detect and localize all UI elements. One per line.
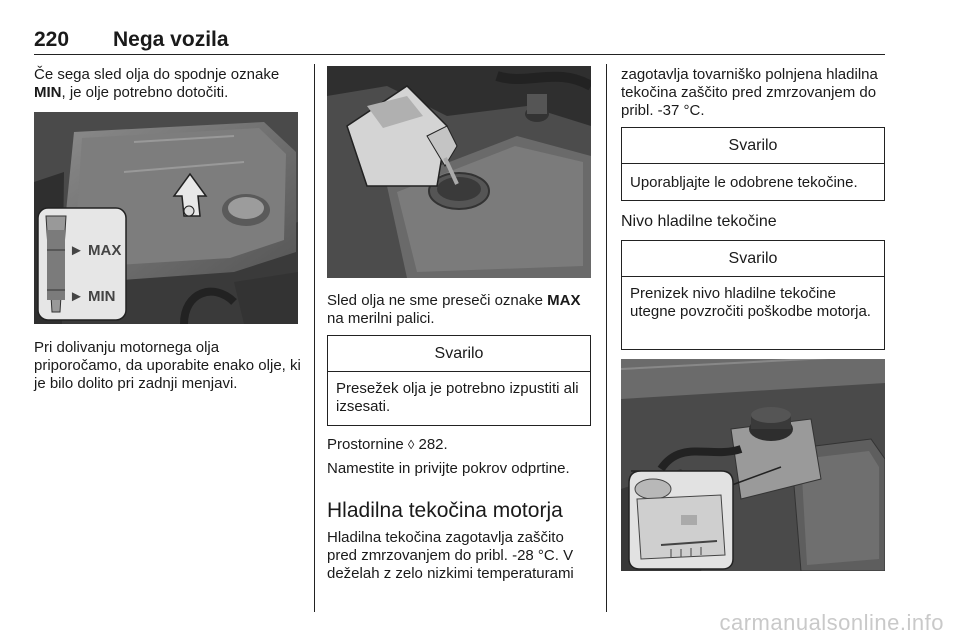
- column-divider: [314, 64, 315, 612]
- dipstick-max-label: ► MAX: [69, 242, 122, 259]
- warning-box-coolant-level: [621, 240, 885, 350]
- subheading-coolant-level: Nivo hladilne tekočine: [621, 213, 777, 230]
- warning-title: Svarilo: [328, 336, 590, 372]
- max-note-paragraph: Sled olja ne sme preseči oznake MAX na merilni palici.: [327, 292, 581, 327]
- warning-title: Svarilo: [622, 128, 884, 164]
- page-title: Nega vozila: [113, 28, 229, 51]
- oil-filling-figure: [327, 66, 591, 278]
- header-rule: [34, 54, 885, 55]
- page-number: 220: [34, 28, 70, 51]
- oil-advice-paragraph: Pri dolivanju motornega olja priporočamo, da uporabite enako olje, ki je bilo dolito pri zadnji menjavi.: [34, 339, 301, 392]
- warning-title: Svarilo: [622, 241, 884, 277]
- engine-dipstick-figure: [34, 112, 298, 324]
- coolant-paragraph: Hladilna tekočina zagotavlja zaščito pred zmrzovanjem do pribl. -28 °C. V deželah z zelo nizkimi temperaturami: [327, 529, 574, 582]
- coolant-reservoir-figure: [621, 359, 885, 571]
- watermark: carmanualsonline.info: [719, 610, 944, 635]
- warning-text: Presežek olja je potrebno izpustiti ali izsesati.: [336, 380, 579, 415]
- warning-box-oil: [327, 335, 591, 426]
- warning-text: Prenizek nivo hladilne tekočine utegne povzročiti poškodbe motorja.: [630, 285, 871, 320]
- dipstick-min-label: ► MIN: [69, 288, 116, 305]
- intro-paragraph: Če sega sled olja do spodnje oznake MIN, je olje potrebno dotočiti.: [34, 66, 280, 101]
- column-divider: [606, 64, 607, 612]
- cap-instruction: Namestite in privijte pokrov odprtine.: [327, 460, 570, 477]
- reference-arrow-icon: ◊: [407, 437, 415, 452]
- coolant-continued-paragraph: zagotavlja tovarniško polnjena hladilna tekočina zaščito pred zmrzovanjem do pribl. -37 °C.: [621, 66, 878, 119]
- warning-box-fluids: [621, 127, 885, 201]
- warning-text: Uporabljajte le odobrene tekočine.: [630, 174, 858, 191]
- capacity-reference: Prostornine ◊ 282.: [327, 436, 448, 453]
- section-heading-coolant: Hladilna tekočina motorja: [327, 499, 563, 522]
